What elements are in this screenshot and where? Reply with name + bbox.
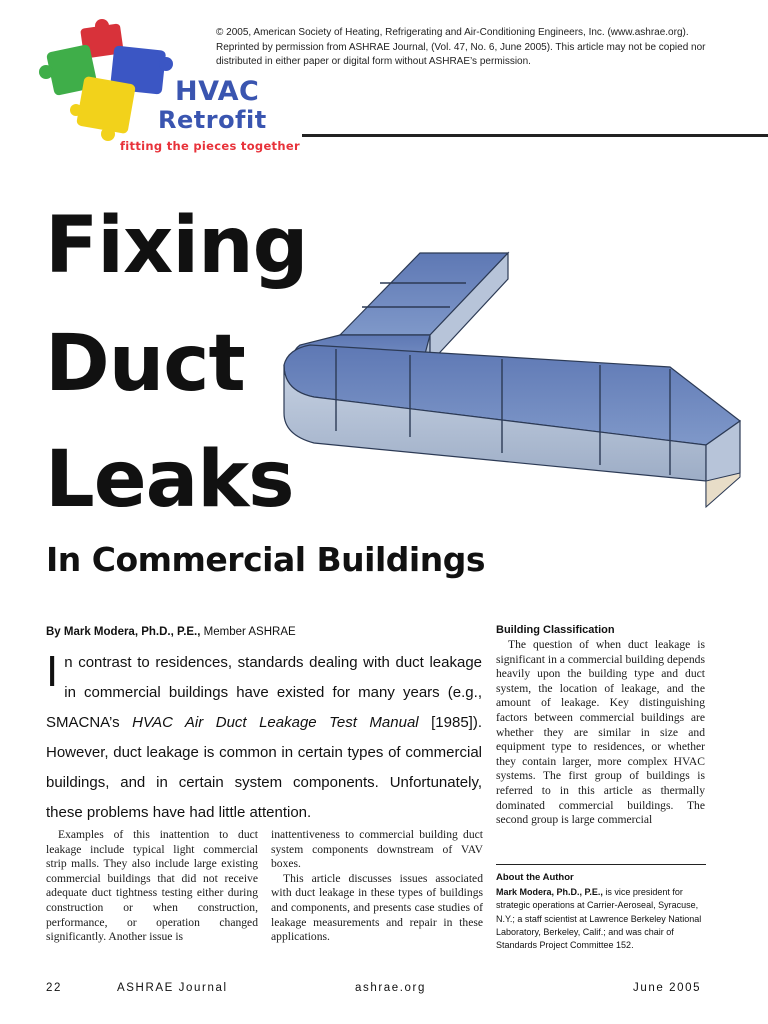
body-column-1	[46, 828, 258, 945]
hvac-retrofit-puzzle-logo	[36, 18, 308, 158]
logo-hvac-text: HVAC	[175, 76, 260, 107]
copyright-notice: © 2005, American Society of Heating, Refrigerating and Air-Conditioning Engineers, Inc. (www.ashrae.org). Reprinted by permission from ASHRAE Journal, (Vol. 47, No. 6, June 2005). This article may not be copied nor distributed in either paper or digital form without ASHRAE’s permission.	[216, 27, 706, 67]
intro-paragraph	[46, 648, 482, 828]
subtitle: In Commercial Buildings	[46, 540, 485, 579]
logo-tagline: fitting the pieces together	[120, 139, 300, 153]
title-line-3: Leaks	[45, 435, 294, 525]
byline	[46, 626, 296, 638]
title-line-1: Fixing	[45, 201, 308, 291]
header-rule	[302, 134, 768, 137]
intro-text-2: [1985]). However, duct leakage is common in certain types of commercial buildings, and in certain system components. Unfortunately, these problems have had little attention.	[46, 714, 482, 821]
author-bio-text: is vice president for strategic operations at Carrier-Aeroseal, Syracuse, N.Y.; a staff scientist at Lawrence Berkeley National Laboratory, Berkeley, Calif.; and was chair of Standards Project Committee 152.	[496, 887, 702, 951]
footer-date: June 2005	[633, 982, 702, 994]
puzzle-pieces-icon	[39, 19, 173, 141]
byline-author: By Mark Modera, Ph.D., P.E.,	[46, 626, 201, 638]
author-rule	[496, 864, 706, 865]
author-bio	[496, 886, 706, 952]
body-column-3	[496, 638, 705, 828]
title-line-2: Duct	[45, 319, 245, 409]
body-paragraph: Examples of this inattention to duct leakage include typical light commercial strip malls. They also include large existing commercial buildings that did not receive adequate duct tightness testing either during construction or when construction, performance, or operation changed significantly. Another issue is	[46, 828, 258, 944]
body-paragraph: The question of when duct leakage is significant in a commercial building depends heavily upon the building type and duct system, the location of leakage, and the amount of leakage. Key distinguishing factors between commercial buildings are whether they are similar in size and equipment type to residences, or whether they contain larger, more complex HVAC systems. The first group of buildings is referred to in this article as thermally dominated commercial buildings. The second group is large commercial	[496, 638, 705, 827]
byline-membership: Member ASHRAE	[200, 626, 296, 638]
logo-retrofit-text: Retrofit	[158, 106, 267, 134]
body-paragraph: This article discusses issues associated with duct leakage in these types of buildings and components, and presents case studies of leakage measurements and repair in these applications.	[271, 871, 483, 944]
section-heading: Building Classification	[496, 624, 615, 636]
footer-page-number: 22	[46, 982, 62, 994]
footer-site[interactable]: ashrae.org	[355, 982, 426, 994]
author-name: Mark Modera, Ph.D., P.E.,	[496, 887, 603, 897]
body-column-2	[271, 828, 483, 945]
author-heading: About the Author	[496, 872, 574, 883]
intro-text-1: n contrast to residences, standards dealing with duct leakage in commercial buildings have existed for many years (e.g., SMACNA’s	[46, 654, 482, 731]
body-paragraph: inattentiveness to commercial building duct system components downstream of VAV boxes.	[271, 828, 483, 871]
footer-journal: ASHRAE Journal	[117, 982, 228, 994]
dropcap: I	[46, 647, 59, 696]
duct-illustration	[270, 245, 760, 520]
intro-manual-title: HVAC Air Duct Leakage Test Manual	[132, 714, 419, 731]
